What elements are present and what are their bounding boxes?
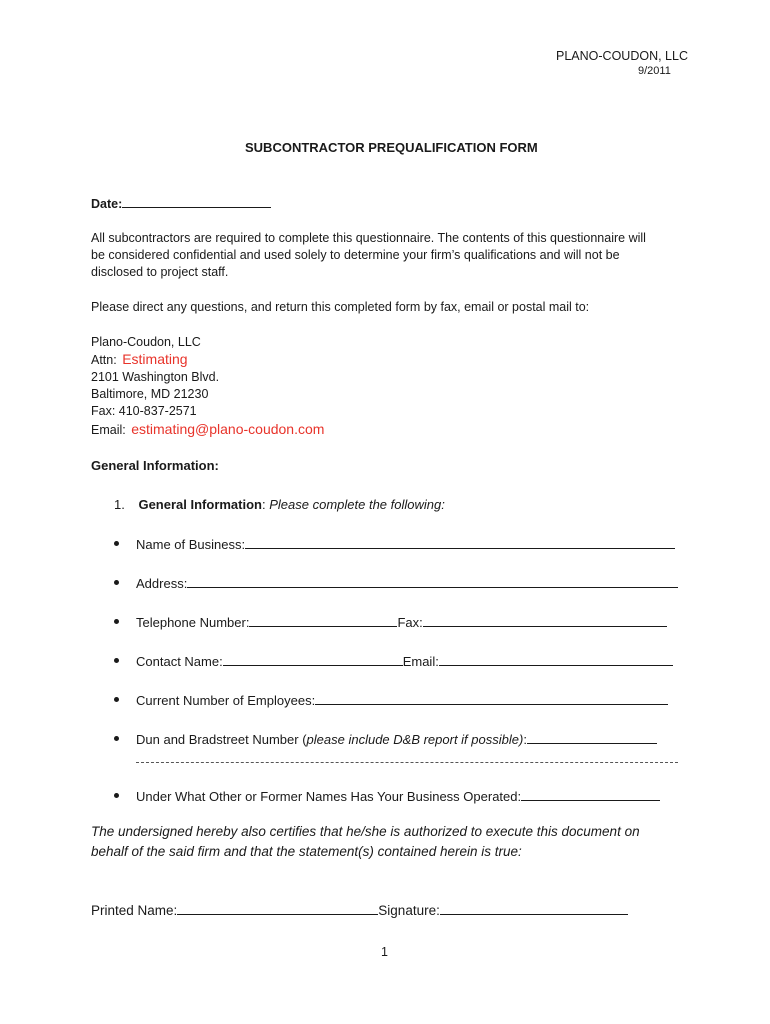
question-1-sep: : [262,497,270,512]
other-names-field[interactable] [136,787,660,805]
bullet-icon [114,541,119,546]
address-company: Plano-Coudon, LLC [91,335,201,349]
bullet-icon [114,658,119,663]
bullet-icon [114,580,119,585]
duns-continuation-line[interactable] [136,762,678,763]
signature-label: Signature: [378,903,440,918]
telephone-fax-field[interactable] [136,613,667,631]
question-1 [114,496,445,513]
other-names-input[interactable] [521,787,660,801]
question-1-number: 1. [114,497,125,512]
telephone-input[interactable] [249,613,397,627]
page-number: 1 [381,945,388,959]
attn-value: Estimating [122,351,188,367]
form-title: SUBCONTRACTOR PREQUALIFICATION FORM [245,140,538,155]
address-email [91,421,324,439]
contact-name-input[interactable] [223,652,403,666]
date-input-line[interactable] [122,194,271,208]
printed-name-input[interactable] [177,900,378,915]
email-label: Email: [91,423,126,437]
duns-label-b: please include D&B report if possible) [306,732,524,747]
duns-field[interactable] [136,730,657,748]
employees-label: Current Number of Employees: [136,693,316,708]
telephone-label: Telephone Number: [136,615,250,630]
intro-line-1: All subcontractors are required to complete this questionnaire. The contents of this questionnaire will [91,231,646,245]
signature-input[interactable] [440,900,628,915]
date-field[interactable] [91,194,271,213]
business-name-input[interactable] [245,535,675,549]
bullet-icon [114,736,119,741]
bullet-icon [114,793,119,798]
printed-name-label: Printed Name: [91,903,178,918]
direct-text: Please direct any questions, and return this completed form by fax, email or postal mail to: [91,300,590,314]
date-label: Date: [91,197,123,211]
address-field[interactable] [136,574,678,592]
fax-label: Fax: [397,615,423,630]
address-input[interactable] [187,574,678,588]
certify-line-1: The undersigned hereby also certifies that he/she is authorized to execute this document on [91,824,640,839]
bullet-icon [114,619,119,624]
fax-input[interactable] [423,613,667,627]
question-1-instruction: Please complete the following: [269,497,445,512]
other-names-label: Under What Other or Former Names Has Your Business Operated: [136,789,522,804]
signature-row[interactable] [91,900,628,918]
email-link[interactable]: estimating@plano-coudon.com [131,421,325,437]
attn-label: Attn: [91,353,117,367]
duns-label-c: : [523,732,527,747]
address-fax: Fax: 410-837-2571 [91,404,197,418]
address-city: Baltimore, MD 21230 [91,387,209,401]
company-header: PLANO-COUDON, LLC [556,49,688,63]
employees-input[interactable] [315,691,668,705]
duns-input[interactable] [527,730,657,744]
intro-line-2: be considered confidential and used solely to determine your firm’s qualifications and will not be [91,248,620,262]
contact-email-field[interactable] [136,652,673,670]
section-title: General Information: [91,458,219,473]
certify-line-2: behalf of the said firm and that the statement(s) contained herein is true: [91,844,522,859]
contact-name-label: Contact Name: [136,654,223,669]
email-input[interactable] [439,652,673,666]
intro-line-3: disclosed to project staff. [91,265,229,279]
bullet-icon [114,697,119,702]
duns-label-a: Dun and Bradstreet Number ( [136,732,307,747]
business-name-label: Name of Business: [136,537,246,552]
address-label: Address: [136,576,188,591]
header-date: 9/2011 [638,65,671,77]
question-1-label: General Information [138,497,262,512]
employees-field[interactable] [136,691,668,709]
email-field-label: Email: [402,654,439,669]
business-name-field[interactable] [136,535,675,553]
address-street: 2101 Washington Blvd. [91,370,220,384]
address-attn [91,351,188,369]
